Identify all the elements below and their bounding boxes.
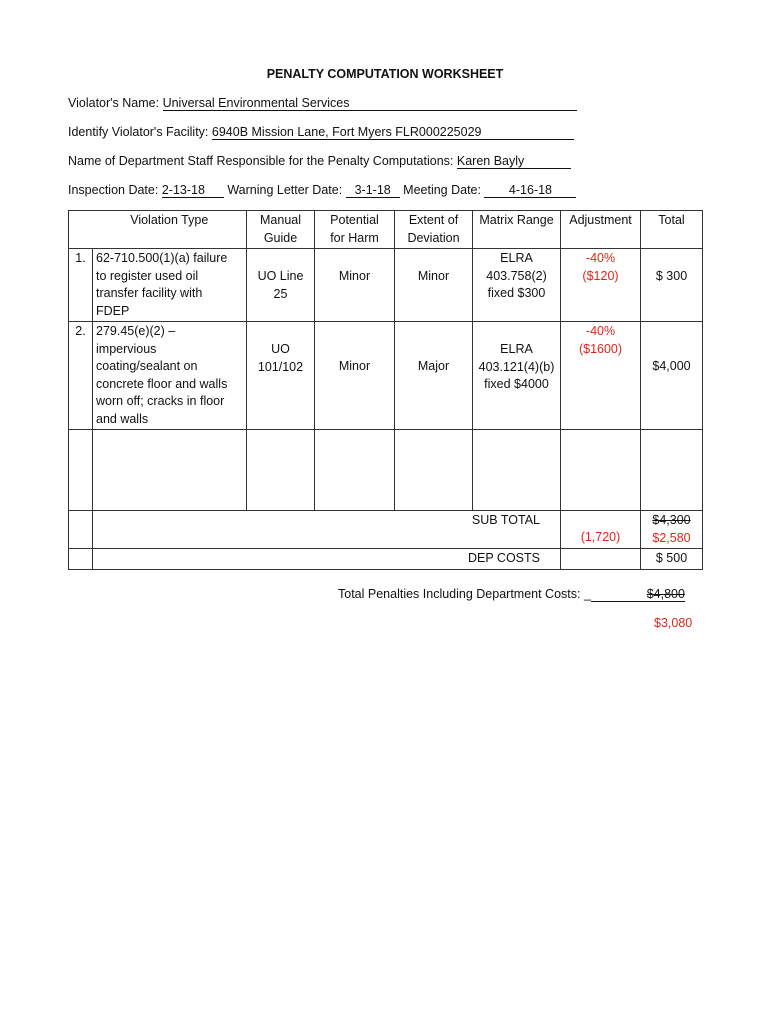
header-potential-harm-line-1: Potential <box>330 213 379 227</box>
violator-name-line <box>68 96 577 111</box>
inspection-date-value: 2-13-18 <box>162 183 224 198</box>
header-extent-deviation-line-1: Extent of <box>408 213 459 227</box>
empty-cell <box>395 430 473 511</box>
matrix-range-line-2: 403.758(2) <box>486 268 547 283</box>
worksheet-title: PENALTY COMPUTATION WORKSHEET <box>266 67 504 81</box>
header-matrix-range: Matrix Range <box>473 211 561 249</box>
adjustment-line-2: ($1600) <box>578 341 623 356</box>
staff-label: Name of Department Staff Responsible for the Penalty Computations: <box>68 154 454 168</box>
violation-description-line-4: concrete floor and walls <box>96 376 228 391</box>
violation-description <box>93 249 247 322</box>
violator-name-value: Universal Environmental Services <box>163 96 577 111</box>
subtotal-original: $4,300 <box>652 513 691 527</box>
dates-line <box>68 183 576 198</box>
header-num-cell <box>69 211 93 249</box>
total-penalties-final: $3,080 <box>654 616 693 630</box>
adjustment-line-1: -40% <box>585 324 616 338</box>
dep-costs-label: DEP COSTS <box>93 549 561 570</box>
facility-value: 6940B Mission Lane, Fort Myers FLR000225029 <box>212 125 574 140</box>
manual-guide <box>247 322 315 430</box>
adjustment <box>561 322 641 430</box>
subtotal-total <box>641 511 703 549</box>
subtotal-adjustment: (1,720) <box>561 511 641 549</box>
facility-line <box>68 125 574 140</box>
extent-deviation: Minor <box>395 249 473 322</box>
violation-row-1 <box>69 249 703 322</box>
empty-cell <box>69 430 93 511</box>
empty-cell <box>247 430 315 511</box>
row-number: 1. <box>69 249 93 322</box>
violation-description-line-3: transfer facility with <box>96 286 203 300</box>
matrix-range <box>473 322 561 430</box>
header-potential-harm-line-2: for Harm <box>330 230 379 245</box>
violation-description-line-3: coating/sealant on <box>96 359 198 373</box>
warning-letter-date-value: 3-1-18 <box>346 183 400 198</box>
meeting-date-label: Meeting Date: <box>403 183 481 197</box>
header-violation-type: Violation Type <box>93 211 247 249</box>
violation-description-line-2: to register used oil <box>96 268 199 283</box>
empty-cell <box>561 430 641 511</box>
violation-description-line-1: 62-710.500(1)(a) failure <box>96 251 228 265</box>
dep-costs-value: $ 500 <box>641 549 703 570</box>
total-penalties-line <box>338 587 685 602</box>
total-penalties-original: $4,800 <box>646 587 685 601</box>
staff-value: Karen Bayly <box>457 154 571 169</box>
potential-harm: Minor <box>315 322 395 430</box>
subtotal-revised: $2,580 <box>652 530 691 545</box>
subtotal-num-cell <box>69 511 93 549</box>
row-total: $ 300 <box>641 249 703 322</box>
header-total: Total <box>641 211 703 249</box>
staff-line <box>68 154 571 169</box>
manual-guide-line-1: UO <box>271 342 290 356</box>
subtotal-row <box>69 511 703 549</box>
violation-row-2 <box>69 322 703 430</box>
violation-description-line-1: 279.45(e)(2) – <box>96 324 176 338</box>
row-number: 2. <box>69 322 93 430</box>
manual-guide-line-2: 101/102 <box>257 359 304 374</box>
manual-guide-line-1: UO Line <box>257 269 304 283</box>
header-potential-harm <box>315 211 395 249</box>
empty-row <box>69 430 703 511</box>
adjustment-line-1: -40% <box>585 251 616 265</box>
penalty-table <box>68 210 703 570</box>
header-adjustment: Adjustment <box>561 211 641 249</box>
matrix-range-line-2: 403.121(4)(b) <box>478 359 555 374</box>
empty-cell <box>641 430 703 511</box>
violation-description-line-4: FDEP <box>96 303 130 318</box>
subtotal-label: SUB TOTAL <box>93 511 561 549</box>
violation-description <box>93 322 247 430</box>
facility-label: Identify Violator's Facility: <box>68 125 209 139</box>
empty-cell <box>315 430 395 511</box>
matrix-range-line-1: ELRA <box>500 342 533 356</box>
violation-description-line-5: worn off; cracks in floor <box>96 394 225 408</box>
adjustment <box>561 249 641 322</box>
header-extent-deviation-line-2: Deviation <box>407 230 460 245</box>
adjustment-line-2: ($120) <box>582 268 619 283</box>
dep-costs-num-cell <box>69 549 93 570</box>
manual-guide-line-2: 25 <box>273 286 288 301</box>
dep-costs-adjustment-cell <box>561 549 641 570</box>
header-manual-guide-line-1: Manual <box>260 213 301 227</box>
header-extent-deviation <box>395 211 473 249</box>
header-manual-guide-line-2: Guide <box>263 230 298 245</box>
meeting-date-value: 4-16-18 <box>484 183 576 198</box>
total-penalties-original-blank <box>591 587 685 602</box>
matrix-range-line-1: ELRA <box>500 251 533 265</box>
header-row <box>69 211 703 249</box>
empty-cell <box>93 430 247 511</box>
violation-description-line-2: impervious <box>96 341 157 356</box>
manual-guide <box>247 249 315 322</box>
matrix-range-line-3: fixed $4000 <box>484 377 549 391</box>
violator-name-label: Violator's Name: <box>68 96 160 110</box>
matrix-range-line-3: fixed $300 <box>487 286 546 300</box>
inspection-date-label: Inspection Date: <box>68 183 159 197</box>
potential-harm: Minor <box>315 249 395 322</box>
empty-cell <box>473 430 561 511</box>
total-penalties-label: Total Penalties Including Department Costs: _ <box>338 587 591 601</box>
violation-description-line-6: and walls <box>96 411 149 426</box>
row-total: $4,000 <box>641 322 703 430</box>
dep-costs-row <box>69 549 703 570</box>
warning-letter-date-label: Warning Letter Date: <box>227 183 343 197</box>
extent-deviation: Major <box>395 322 473 430</box>
header-manual-guide <box>247 211 315 249</box>
matrix-range <box>473 249 561 322</box>
